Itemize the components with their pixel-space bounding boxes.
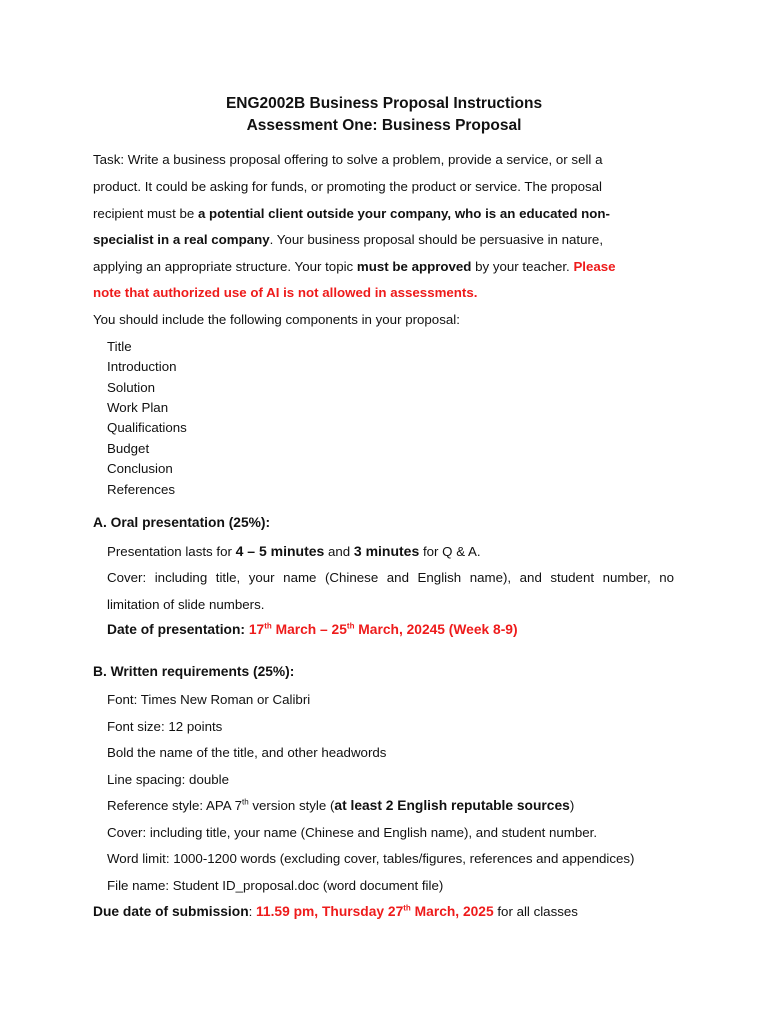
task-line-1: Task: Write a business proposal offering to solve a problem, provide a service, or sell a xyxy=(93,152,603,167)
task-line-5 xyxy=(93,259,616,274)
presentation-date xyxy=(107,622,518,637)
oral-text: and xyxy=(324,544,354,559)
task-emphasis: a potential client outside your company, who is an educated non- xyxy=(197,206,610,221)
component-item: Qualifications xyxy=(107,420,187,435)
task-emphasis: specialist in a real company xyxy=(93,232,270,247)
due-date-tail: for all classes xyxy=(493,904,578,919)
task-line-3 xyxy=(93,206,610,221)
written-cover: Cover: including title, your name (Chinese and English name), and student number. xyxy=(107,825,598,840)
presentation-date-label: Date of presentation: xyxy=(107,622,249,637)
written-heading: B. Written requirements (25%): xyxy=(93,664,295,679)
oral-cover-line-1: Cover: including title, your name (Chinese and English name), and student number, no xyxy=(107,570,674,585)
oral-duration-value: 4 – 5 minutes xyxy=(235,543,325,559)
ai-warning-line: note that authorized use of AI is not allowed in assessments. xyxy=(93,285,478,300)
component-item: References xyxy=(107,482,175,497)
oral-duration xyxy=(107,543,481,559)
written-file-name: File name: Student ID_proposal.doc (word document file) xyxy=(107,878,444,893)
component-item: Solution xyxy=(107,380,156,395)
task-emphasis: must be approved xyxy=(356,259,472,274)
written-font: Font: Times New Roman or Calibri xyxy=(107,692,311,707)
component-item: Work Plan xyxy=(107,400,169,415)
task-line-2: product. It could be asking for funds, or promoting the product or service. The proposal xyxy=(93,179,603,194)
component-item: Conclusion xyxy=(107,461,173,476)
document-subtitle: Assessment One: Business Proposal xyxy=(246,117,522,134)
task-text: applying an appropriate structure. Your topic xyxy=(93,259,357,274)
ai-warning: Please xyxy=(573,259,616,274)
document-title: ENG2002B Business Proposal Instructions xyxy=(225,95,543,112)
component-item: Introduction xyxy=(107,359,177,374)
oral-text: for Q & A. xyxy=(419,544,481,559)
oral-cover-line-2: limitation of slide numbers. xyxy=(107,597,265,612)
component-item: Title xyxy=(107,339,132,354)
due-date-value: 11.59 pm, Thursday 27th March, 2025 xyxy=(256,903,494,919)
written-bold: Bold the name of the title, and other headwords xyxy=(107,745,387,760)
task-text: by your teacher. xyxy=(471,259,574,274)
written-reference: Reference style: APA 7th version style (at least 2 English reputable sources) xyxy=(107,797,575,813)
task-text: . Your business proposal should be persuasive in nature, xyxy=(269,232,604,247)
task-text: recipient must be xyxy=(93,206,198,221)
oral-text: Presentation lasts for xyxy=(107,544,236,559)
components-intro: You should include the following components in your proposal: xyxy=(93,312,460,327)
task-line-4 xyxy=(93,232,603,247)
written-font-size: Font size: 12 points xyxy=(107,719,223,734)
written-spacing: Line spacing: double xyxy=(107,772,229,787)
component-item: Budget xyxy=(107,441,150,456)
oral-qa-value: 3 minutes xyxy=(353,543,420,559)
written-word-limit: Word limit: 1000-1200 words (excluding cover, tables/figures, references and appendices) xyxy=(107,851,635,866)
due-date-label: Due date of submission xyxy=(93,904,249,919)
oral-heading: A. Oral presentation (25%): xyxy=(93,515,271,530)
presentation-date-value: 17th March – 25th March, 20245 (Week 8-9) xyxy=(248,621,518,637)
due-date: Due date of submission: 11.59 pm, Thursday 27th March, 2025 for all classes xyxy=(93,903,578,919)
